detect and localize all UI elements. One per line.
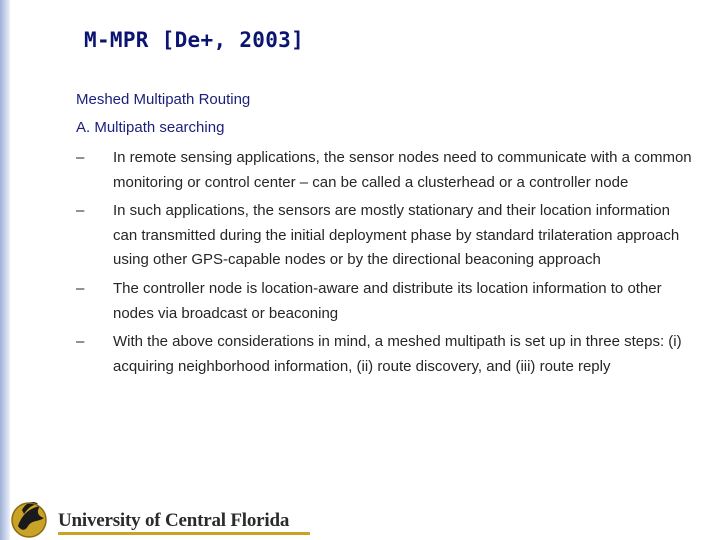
bullet-text: In such applications, the sensors are mostly stationary and their location information can transmitted during the initial deployment phase by standard trilateration approach using other GPS-capable nodes or by the directional beaconing approach [113,202,680,269]
slide-title [84,28,304,52]
bullet-list [76,146,698,383]
title-citation: [De+, 2003] [161,28,305,52]
ucf-logo [8,496,308,540]
logo-underline [58,532,310,535]
bullet-dash: – [76,333,85,351]
bullet-text: In remote sensing applications, the sensor nodes need to communicate with a common monitoring or control center – can be called a clusterhead or a controller node [113,149,692,191]
bullet-item [76,330,698,379]
bullet-dash: – [76,279,85,297]
bullet-dash: – [76,202,85,220]
section-heading: Meshed Multipath Routing [76,91,251,108]
bullet-dash: – [76,149,85,166]
bullet-item [76,277,698,326]
left-accent-bar [0,0,10,540]
bullet-item [76,146,698,195]
bullet-text: The controller node is location-aware and distribute its location information to other nodes via broadcast or beaconing [113,279,662,322]
bullet-item [76,199,698,273]
bullet-text: With the above considerations in mind, a meshed multipath is set up in three steps: (i) acquiring neighborhood information, (ii) route discovery, and (iii) route reply [113,333,682,375]
university-name: University of Central Florida [58,510,290,531]
pegasus-icon [8,496,50,540]
section-subheading: A. Multipath searching [76,119,225,136]
title-text: M-MPR [84,28,149,52]
